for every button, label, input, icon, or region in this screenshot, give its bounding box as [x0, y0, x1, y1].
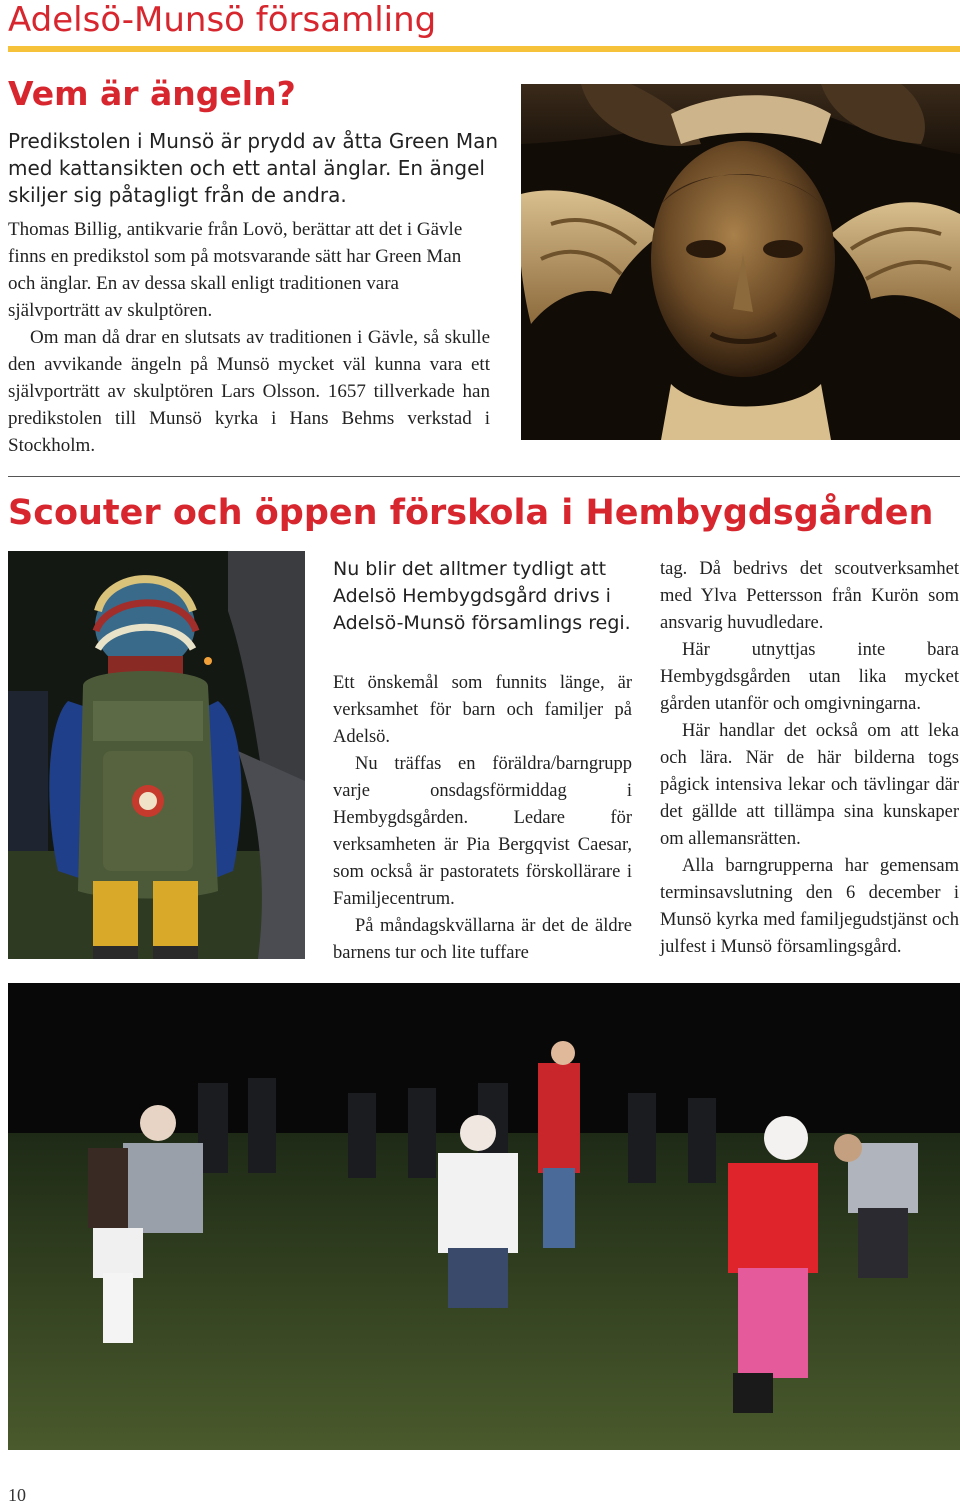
angel-carving-photo — [521, 84, 960, 440]
scout-col2-paragraph: Ett önskemål som funnits länge, är verksamhet för barn och familjer på Adelsö. — [333, 673, 632, 747]
scout-col3-paragraph: tag. Då bedrivs det scoutverksamhet med Ylva Pettersson från Kurön som ansvarig huvudledare. — [660, 559, 959, 633]
scout-article-column-2 — [333, 670, 632, 967]
scout-backpack-photo — [8, 551, 305, 959]
scout-col2-paragraph: Nu träffas en föräldra/barngrupp varje onsdagsförmiddag i Hembygdsgården. Ledare för verksamheten är Pia Bergqvist Caesar, som också är pastoratets förskollärare i Familjecentrum. — [333, 754, 632, 909]
angel-article-intro: Predikstolen i Munsö är prydd av åtta Green Man med kattansikten och ett antal änglar. En ängel skiljer sig påtagligt från de andra. — [8, 129, 499, 207]
scout-article-title: Scouter och öppen förskola i Hembygdsgården — [8, 493, 934, 533]
scout-col2-paragraph: På måndagskvällarna är det de äldre barnens tur och lite tuffare — [333, 916, 632, 963]
scout-col3-paragraph: Alla barngrupperna har gemensam terminsavslutning den 6 december i Munsö kyrka med familjegudstjänst och julfest i Munsö församlingsgård. — [660, 856, 959, 957]
angel-article-paragraph-1: Thomas Billig, antikvarie från Lovö, berättar att det i Gävle finns en predikstol som på motsvarande sätt har Green Man och änglar. En av dessa skall enligt traditionen vara självporträtt av skulptören. — [8, 219, 463, 321]
scout-col3-paragraph: Här handlar det också om att leka och lära. När de här bilderna togs pågick intensiva lekar och tävlingar där det gällde att tillämpa sina kunskaper om allemansrätten. — [660, 721, 959, 849]
scout-article-lead: Nu blir det alltmer tydligt att Adelsö Hembygdsgård drivs i Adelsö-Munsö församlings regi. — [333, 558, 631, 634]
angel-article-paragraph-2: Om man då drar en slutsats av traditionen i Gävle, så skulle den avvikande ängeln på Munsö mycket väl kunna vara ett självporträtt av skulptören Lars Olsson. 1657 tillverkade han predikstolen till Munsö kyrka i Hans Behms verkstad i Stockholm. — [8, 327, 490, 456]
header-rule — [8, 46, 960, 52]
angel-article-title: Vem är ängeln? — [8, 74, 296, 113]
section-divider — [8, 476, 960, 477]
scout-article-column-3 — [660, 556, 959, 961]
page-header: Adelsö-Munsö församling — [8, 0, 437, 40]
scout-group-night-photo — [8, 983, 960, 1450]
page-number: 10 — [8, 1485, 26, 1505]
scout-col3-paragraph: Här utnyttjas inte bara Hembygdsgården utan lika mycket gården utanför och omgivningarna. — [660, 640, 959, 714]
